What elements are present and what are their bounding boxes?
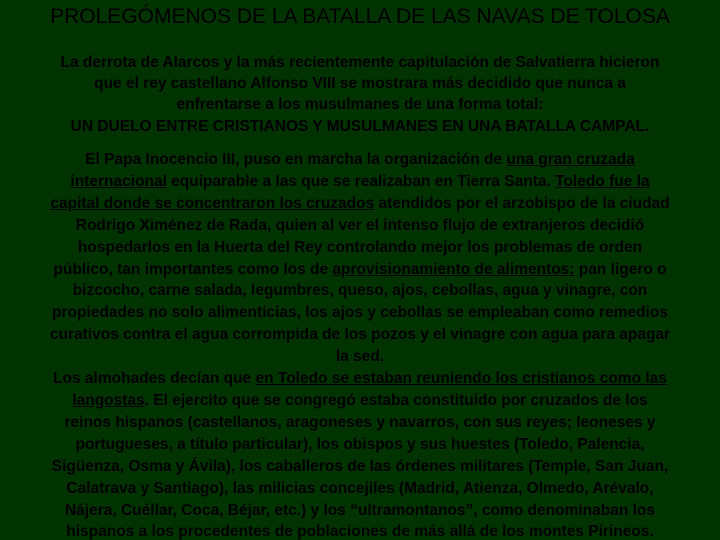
body-line bbox=[0, 171, 720, 193]
body-line: bizcocho, carne salada, legumbres, queso, ajos, cebollas, agua y vinagre, con bbox=[72, 282, 648, 300]
intro-line: La derrota de Alarcos y la más recientemente capitulación de Salvatierra hicieron bbox=[60, 54, 660, 71]
intro-line-caps: UN DUELO ENTRE CRISTIANOS Y MUSULMANES EN UNA BATALLA CAMPAL. bbox=[70, 117, 650, 135]
body-line: la sed. bbox=[335, 348, 385, 366]
underlined-text: capital donde se concentraron los cruzados bbox=[50, 194, 375, 212]
body-line bbox=[0, 368, 720, 390]
body-line: Calatrava y Santiago), las milicias concejiles (Madrid, Atienza, Olmedo, Arévalo, bbox=[66, 479, 654, 497]
body-line: hospedarlos en la Huerta del Rey controlando mejor los problemas de orden bbox=[77, 238, 643, 256]
body-text: público, tan importantes como los de bbox=[53, 260, 333, 278]
body-text: Los almohades decían que bbox=[53, 370, 256, 388]
body-line: Sigüenza, Osma y Ávila), los caballeros de las órdenes militares (Temple, San Juan, bbox=[51, 457, 669, 475]
intro-line: que el rey castellano Alfonso VIII se mostrara más decidido que nunca a bbox=[94, 75, 626, 93]
body-text: El Papa Inocencio III, puso en marcha la organización de bbox=[85, 151, 507, 168]
body-line bbox=[0, 193, 720, 215]
body-line: Rodrigo Ximénez de Rada, quien al ver el intenso flujo de extranjeros decidió bbox=[75, 216, 645, 234]
body-text: atendidos por el arzobispo de la ciudad bbox=[374, 194, 670, 212]
intro-paragraph bbox=[0, 52, 720, 137]
body-line: reinos hispanos (castellanos, aragoneses y navarros, con sus reyes; leoneses y bbox=[64, 413, 656, 431]
underlined-text: langostas bbox=[72, 391, 145, 409]
body-paragraph bbox=[0, 149, 720, 540]
underlined-text: aprovisionamiento de alimentos: bbox=[332, 260, 575, 278]
underlined-text: Toledo fue la bbox=[555, 172, 650, 190]
underlined-text: una gran cruzada bbox=[506, 151, 635, 168]
body-line: hispanos a los procedentes de poblaciones de más allá de los montes Pirineos. bbox=[66, 523, 654, 540]
intro-line: enfrentarse a los musulmanes de una forma total: bbox=[176, 96, 544, 114]
underlined-text: en Toledo se estaban reuniendo los cristianos como las bbox=[255, 370, 667, 388]
body-line bbox=[0, 149, 720, 171]
body-line bbox=[0, 390, 720, 412]
body-line: curativos contra el agua corrompida de los pozos y el vinagre con agua para apagar bbox=[49, 326, 671, 344]
body-text: . El ejercito que se congregó estaba constituido por cruzados de los bbox=[144, 391, 648, 409]
body-line: Nájera, Cuéllar, Coca, Béjar, etc.) y los “ultramontanos”, como denominaban los bbox=[64, 501, 656, 519]
slide-title: PROLEGÓMENOS DE LA BATALLA DE LAS NAVAS DE TOLOSA bbox=[50, 5, 670, 28]
body-line: portugueses, a título particular), los obispos y sus huestes (Toledo, Palencia, bbox=[75, 435, 645, 453]
body-text: pan ligero o bbox=[574, 260, 667, 278]
body-line: propiedades no solo alimenticias, los ajos y cebollas se empleaban como remedios bbox=[52, 304, 668, 322]
body-text: equiparable a las que se realizaban en Tierra Santa. bbox=[166, 172, 556, 190]
underlined-text: internacional bbox=[70, 172, 167, 190]
body-line bbox=[0, 259, 720, 281]
